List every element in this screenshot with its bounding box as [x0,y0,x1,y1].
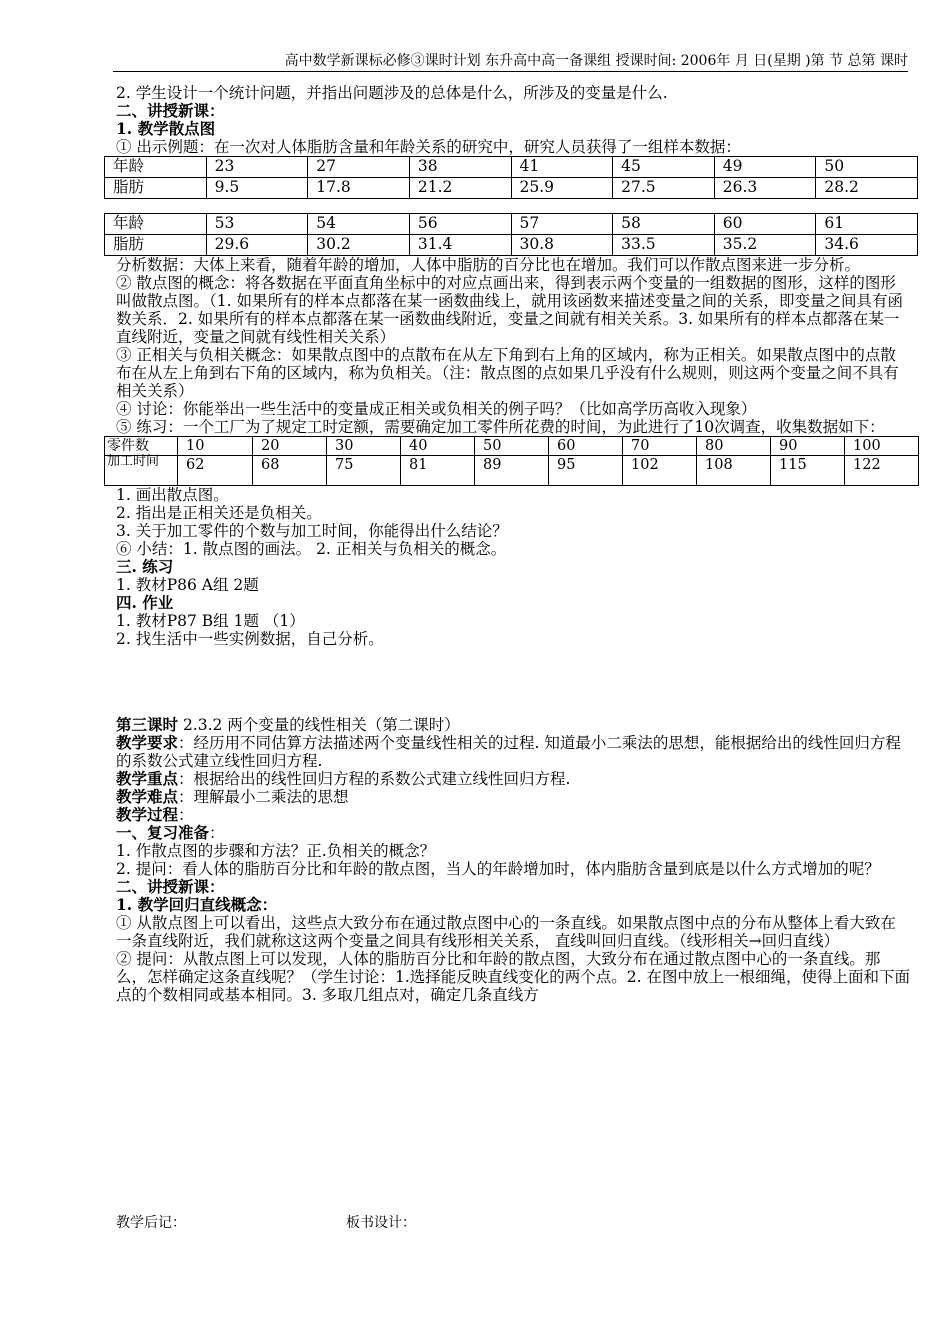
example-intro: ① 出示例题：在一次对人体脂肪含量和年龄关系的研究中，研究人员获得了一组样本数据： [116,138,741,156]
table-cell: 脂肪 [105,235,207,256]
document-body [107,84,911,1004]
table-cell: 49 [714,157,816,178]
teaching-difficulty [116,788,910,806]
table-cell: 122 [845,456,919,486]
table-cell: 30.8 [511,235,613,256]
section-heading [116,824,910,842]
table-cell: 27 [308,157,410,178]
board-design-label: 板书设计： [346,1215,416,1231]
table-cell: 50 [816,157,918,178]
paragraph-exercise: ⑤ 练习：一个工厂为了规定工时定额，需要确定加工零件所花费的时间，为此进行了10次调查，收集数据如下： [116,418,885,436]
table-cell: 23 [206,157,308,178]
table-cell: 9.5 [206,178,308,199]
section-heading: 二、讲授新课： [116,101,225,120]
paragraph: ① 从散点图上可以看出，这些点大致分布在通过散点图中心的一条直线。如果散点图中点的分布从整体上看大致在一条直线附近，我们就称这这两个变量之间具有线形相关关系， 直线叫回归直线。（线形相关→回归直线） [116,914,896,950]
list-item: 1. 教材P86 A组 2题 [116,576,259,594]
list-item: 2. 指出是正相关还是负相关。 [116,504,322,522]
table-cell: 54 [308,214,410,235]
table-cell: 加工时间 [105,456,178,486]
teaching-requirements [116,734,910,770]
table-cell: 33.5 [613,235,715,256]
table-cell: 108 [697,456,771,486]
section-heading: 四. 作业 [116,593,174,612]
label: 教学重点 [116,769,179,788]
text: ：经历用不同估算方法描述两个变量线性相关的过程. 知道最小二乘法的思想，能根据给出的线性回归方程的系数公式建立线性回归方程. [116,734,901,770]
table-cell: 28.2 [816,178,918,199]
table-cell: 70 [623,437,697,456]
table-cell: 56 [409,214,511,235]
label: 教学过程 [116,805,179,824]
table-cell: 10 [178,437,253,456]
table-row [105,456,919,486]
table-cell: 41 [511,157,613,178]
list-item: 2. 提问：看人体的脂肪百分比和年龄的散点图，当人的年龄增加时，体内脂肪含量到底是以什么方式增加的呢？ [116,860,880,878]
page-footer [116,1212,416,1232]
table-cell: 年龄 [105,157,207,178]
lesson-title-bold: 第三课时 [116,715,179,734]
paragraph: ② 提问：从散点图上可以发现，人体的脂肪百分比和年龄的散点图，大致分布在通过散点图中心的一条直线。那么，怎样确定这条直线呢？（学生讨论：1.选择能反映直线变化的两个点。2. 在图中放上一根细绳，使得上面和下面点的个数相同或基本相同。3. 多取几组点对，确定几条直线方 [116,950,911,1004]
subsection-heading: 1. 教学回归直线概念： [116,895,278,914]
table-cell: 31.4 [409,235,511,256]
table-cell: 34.6 [816,235,918,256]
text-line: 2. 学生设计一个统计问题，并指出问题涉及的总体是什么，所涉及的变量是什么. [116,84,668,102]
table-cell: 102 [623,456,697,486]
header-rule [113,71,908,72]
table-cell: 45 [613,157,715,178]
table-cell: 95 [549,456,623,486]
table-cell: 21.2 [409,178,511,199]
table-cell: 30 [327,437,401,456]
list-item: 1. 画出散点图。 [116,486,229,504]
table-cell: 零件数 [105,437,178,456]
label: 一、复习准备 [116,823,210,842]
text: ：根据给出的线性回归方程的系数公式建立线性回归方程. [178,770,571,788]
table-cell: 26.3 [714,178,816,199]
list-item: 1. 教材P87 B组 1题 （1） [116,612,305,630]
subsection-heading: 1. 教学散点图 [116,119,216,138]
page-header: 高中数学新课标必修③课时计划 东升高中高一备课组 授课时间: 2006年 月 日(星期 )第 节 总第 课时 [284,53,908,69]
table-cell: 脂肪 [105,178,207,199]
text: ：理解最小二乘法的思想 [178,788,349,806]
table-cell: 29.6 [206,235,308,256]
table-cell: 年龄 [105,214,207,235]
teaching-focus [116,770,910,788]
table-row [105,235,918,256]
table-cell: 81 [401,456,475,486]
lesson-title-rest: 2.3.2 两个变量的线性相关（第二课时） [178,716,460,734]
table-cell: 80 [697,437,771,456]
table-cell: 61 [816,214,918,235]
table-cell: 100 [845,437,919,456]
paragraph-concept: ② 散点图的概念：将各数据在平面直角坐标中的对应点画出来，得到表示两个变量的一组数据的图形，这样的图形叫做散点图。（1. 如果所有的样本点都落在某一函数曲线上，就用该函数来描述变量之间的关系，即变量之间具有函数关系．2. 如果所有的样本点都落在某一函数曲线附近，变量之间就有相关关系。3. 如果所有的样本点都落在某一直线附近，变量之间就有线性相关关系） [116,274,903,346]
table-row [105,437,919,456]
table-row [105,157,918,178]
table-cell: 60 [714,214,816,235]
parts-time-table [104,436,919,486]
table-cell: 60 [549,437,623,456]
table-cell: 57 [511,214,613,235]
table-cell: 40 [401,437,475,456]
table-cell: 62 [178,456,253,486]
table-cell: 30.2 [308,235,410,256]
table-cell: 38 [409,157,511,178]
summary: ⑥ 小结：1. 散点图的画法。 2. 正相关与负相关的概念。 [116,540,507,558]
table-cell: 58 [613,214,715,235]
text: ： [178,806,194,824]
paragraph-discussion: ④ 讨论：你能举出一些生活中的变量成正相关或负相关的例子吗？（比如高学历高收入现象） [116,400,757,418]
table-row [105,178,918,199]
list-item: 2. 找生活中一些实例数据，自己分析。 [116,630,384,648]
teaching-process [116,806,910,824]
table-cell: 35.2 [714,235,816,256]
table-row [105,214,918,235]
table-cell: 68 [253,456,327,486]
table-cell: 89 [475,456,549,486]
table-cell: 53 [206,214,308,235]
table-cell: 50 [475,437,549,456]
table-cell: 20 [253,437,327,456]
section-heading: 二、讲授新课： [116,877,225,896]
age-fat-table-1 [104,156,918,199]
section-heading: 三. 练习 [116,557,174,576]
table-cell: 27.5 [613,178,715,199]
table-cell: 115 [771,456,845,486]
age-fat-table-2 [104,213,918,256]
postscript-label: 教学后记： [116,1215,186,1231]
lesson-title [116,716,910,734]
paragraph-correlation: ③ 正相关与负相关概念：如果散点图中的点散布在从左下角到右上角的区域内，称为正相关。如果散点图中的点散布在从左上角到右下角的区域内，称为负相关。（注：散点图的点如果几乎没有什么规则，则这两个变量之间不具有相关关系） [116,346,899,400]
table-cell: 25.9 [511,178,613,199]
list-item: 3. 关于加工零件的个数与加工时间，你能得出什么结论？ [116,522,508,540]
table-cell: 17.8 [308,178,410,199]
list-item: 1. 作散点图的步骤和方法？正.负相关的概念？ [116,842,436,860]
table-cell: 75 [327,456,401,486]
text: ： [209,824,225,842]
label: 教学要求 [116,733,179,752]
paragraph-analysis: 分析数据：大体上来看，随着年龄的增加，人体中脂肪的百分比也在增加。我们可以作散点图来进一步分析。 [116,256,861,274]
table-cell: 90 [771,437,845,456]
label: 教学难点 [116,787,179,806]
